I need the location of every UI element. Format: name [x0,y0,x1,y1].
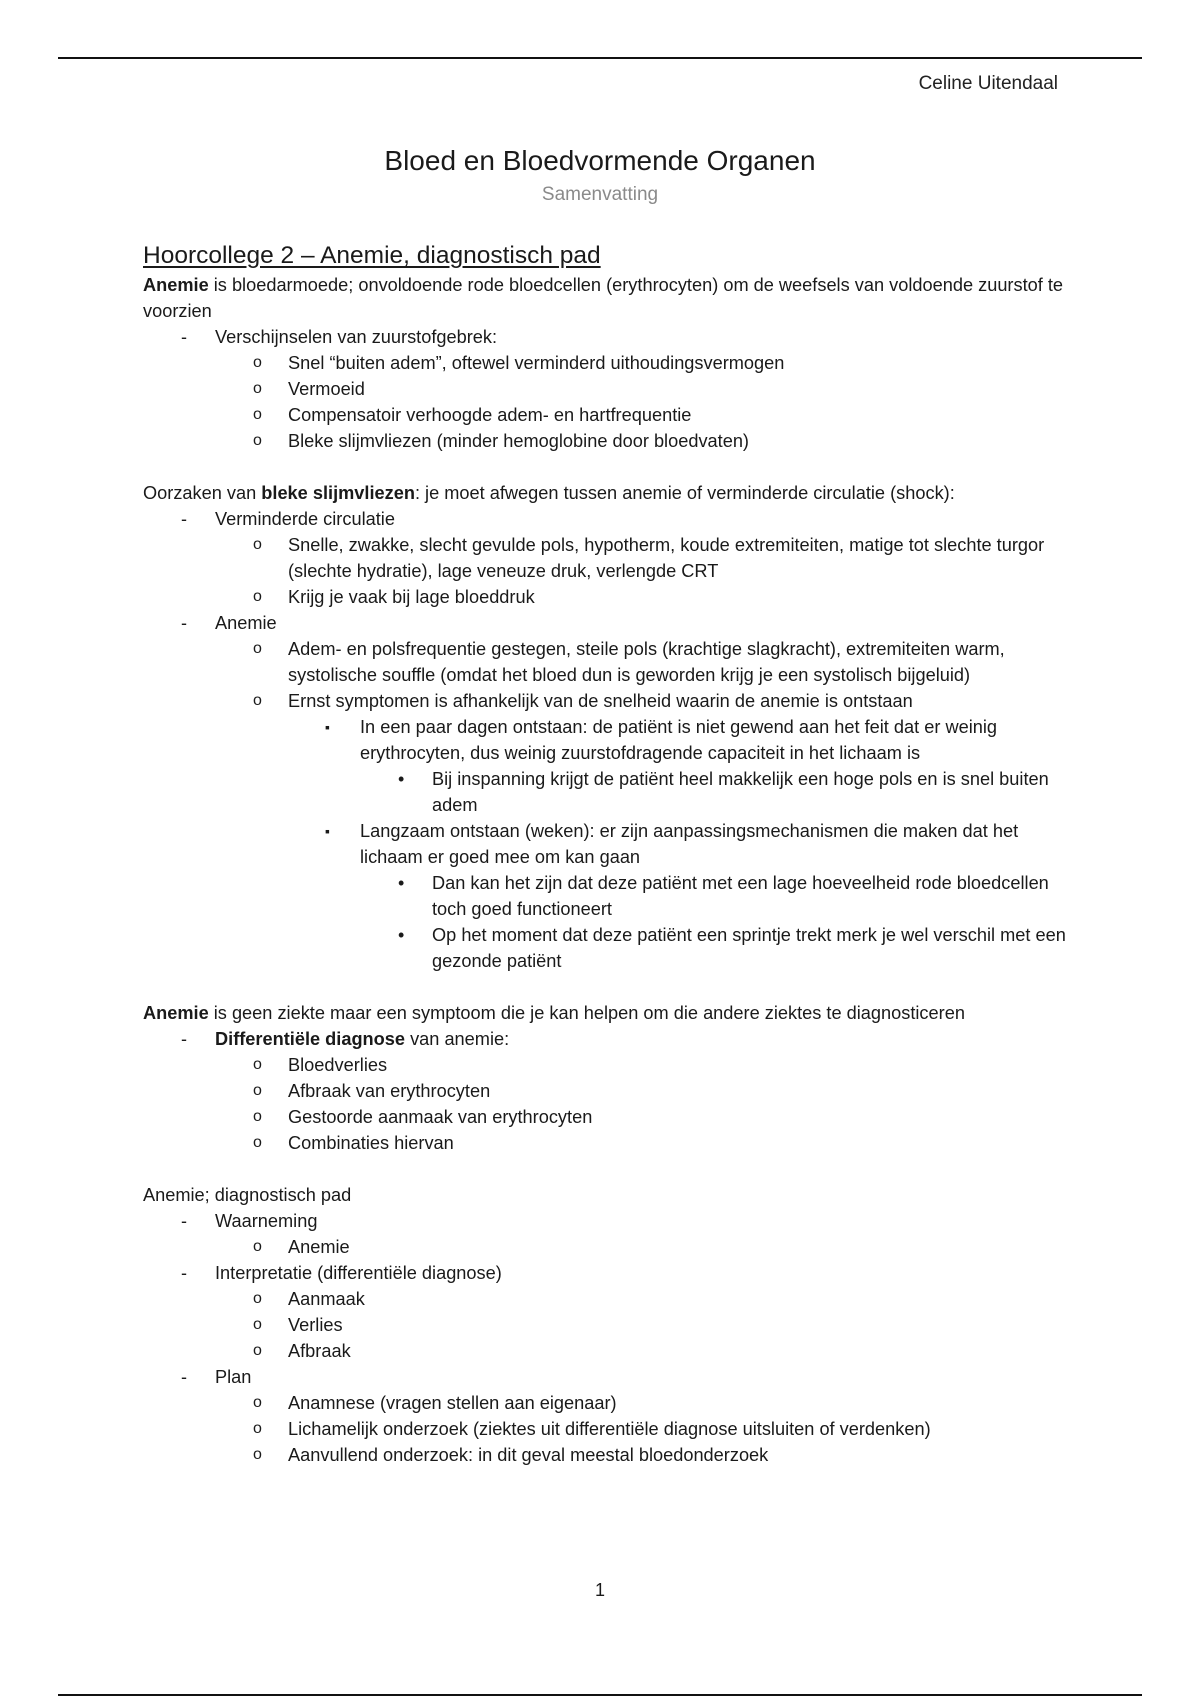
dash-marker: - [181,1211,187,1231]
list-item-text: Gestoorde aanmaak van erythrocyten [288,1107,593,1127]
dash-marker: - [181,1367,187,1387]
page-number: 1 [594,1580,605,1600]
dash-marker: - [181,1263,187,1283]
list-item-text: Ernst symptomen is afhankelijk van de snelheid waarin de anemie is ontstaan [288,691,913,711]
list-item-text: Anemie [288,1237,350,1257]
dash-marker: - [181,327,187,347]
bold-term: bleke slijmvliezen [261,483,415,503]
bold-term: Differentiële diagnose [215,1029,406,1049]
list-item-text: Langzaam ontstaan (weken): er zijn aanpassingsmechanismen die maken dat het lichaam er goed mee om kan gaan [360,821,1019,867]
list-item-text: Anamnese (vragen stellen aan eigenaar) [288,1393,617,1413]
paragraph-oorzaken [143,480,1073,506]
document-title: Bloed en Bloedvormende Organen [384,145,816,176]
list-item [143,1078,1073,1104]
list-item [143,350,1073,376]
list-item [143,584,1073,610]
circle-marker: o [253,588,262,605]
circle-marker: o [253,692,262,709]
circle-marker: o [253,432,262,449]
paragraph-anemie-symptoom [143,1000,1073,1026]
list-item [143,1130,1073,1156]
list-item [143,506,1073,532]
paragraph-anemie-definition [143,272,1073,324]
dash-marker: - [181,613,187,633]
list-item-text: Bij inspanning krijgt de patiënt heel makkelijk een hoge pols en is snel buiten adem [432,769,1049,815]
list-item [143,688,1073,714]
circle-marker: o [253,1394,262,1411]
section-heading: Hoorcollege 2 – Anemie, diagnostisch pad [143,242,601,269]
list-item [143,1390,1073,1416]
list-item-text: Bleke slijmvliezen (minder hemoglobine door bloedvaten) [288,431,749,451]
spacer [143,974,1073,1000]
paragraph-text: : je moet afwegen tussen anemie of verminderde circulatie (shock): [414,483,955,503]
header-rule [58,57,1142,59]
list-item-text: Waarneming [215,1211,318,1231]
circle-marker: o [253,380,262,397]
spacer [143,454,1073,480]
list-item-text: Combinaties hiervan [288,1133,454,1153]
circle-marker: o [253,1290,262,1307]
bullet-marker: • [398,769,405,789]
list-item [143,1338,1073,1364]
circle-marker: o [253,1108,262,1125]
circle-marker: o [253,1446,262,1463]
list-item-text: Adem- en polsfrequentie gestegen, steile pols (krachtige slagkracht), extremiteiten warm, systolische souffle (omdat het bloed dun is geworden krijg je een systolisch bijgeluid) [288,639,1005,685]
list-item [143,1208,1073,1234]
list-item-text: Op het moment dat deze patiënt een sprintje trekt merk je wel verschil met een gezonde patiënt [432,925,1066,971]
list-item-text: Verminderde circulatie [215,509,395,529]
list-item-text: Dan kan het zijn dat deze patiënt met een lage hoeveelheid rode bloedcellen toch goed functioneert [432,873,1049,919]
list-item-text: Verschijnselen van zuurstofgebrek: [215,327,498,347]
author-name: Celine Uitendaal [918,73,1058,94]
bold-term: Anemie [143,1003,209,1023]
list-item-text: Plan [215,1367,252,1387]
list-item [143,922,1073,974]
paragraph-text: Oorzaken van [143,483,262,503]
square-marker: ▪ [325,823,330,839]
list-item-text: Afbraak van erythrocyten [288,1081,491,1101]
list-item [143,532,1073,584]
circle-marker: o [253,406,262,423]
list-item [143,1260,1073,1286]
list-item [143,1052,1073,1078]
circle-marker: o [253,1316,262,1333]
footer-rule [58,1694,1142,1696]
square-marker: ▪ [325,719,330,735]
list-item [143,1104,1073,1130]
circle-marker: o [253,354,262,371]
circle-marker: o [253,1420,262,1437]
list-item-text: Aanmaak [288,1289,365,1309]
dash-marker: - [181,509,187,529]
bullet-marker: • [398,925,405,945]
list-item [143,636,1073,688]
list-item [143,324,1073,350]
document-body [143,240,1073,1468]
list-item [143,1026,1073,1052]
list-item-text: Lichamelijk onderzoek (ziektes uit differentiële diagnose uitsluiten of verdenken) [288,1419,931,1439]
list-item [143,402,1073,428]
list-item [143,376,1073,402]
list-item [143,428,1073,454]
list-item-text: Vermoeid [288,379,365,399]
bullet-marker: • [398,873,405,893]
list-item [143,766,1073,818]
list-item-text: Aanvullend onderzoek: in dit geval meestal bloedonderzoek [288,1445,769,1465]
list-item-text: Verlies [288,1315,343,1335]
list-item-text: Anemie [215,613,277,633]
list-item [143,714,1073,766]
circle-marker: o [253,1342,262,1359]
list-item-text: Afbraak [288,1341,351,1361]
circle-marker: o [253,1082,262,1099]
document-subtitle: Samenvatting [541,184,659,205]
list-item [143,1364,1073,1390]
circle-marker: o [253,1238,262,1255]
paragraph-text: is geen ziekte maar een symptoom die je kan helpen om die andere ziektes te diagnosticeren [208,1003,965,1023]
list-item-text: van anemie: [405,1029,510,1049]
list-item-text: Krijg je vaak bij lage bloeddruk [288,587,535,607]
list-item [143,610,1073,636]
circle-marker: o [253,1056,262,1073]
list-item [143,1416,1073,1442]
list-item-text: Snel “buiten adem”, oftewel verminderd uithoudingsvermogen [288,353,785,373]
list-item [143,1234,1073,1260]
dash-marker: - [181,1029,187,1049]
circle-marker: o [253,1134,262,1151]
circle-marker: o [253,536,262,553]
list-item [143,1442,1073,1468]
list-item-text: Compensatoir verhoogde adem- en hartfrequentie [288,405,692,425]
list-item [143,1286,1073,1312]
list-item-text: Interpretatie (differentiële diagnose) [215,1263,502,1283]
paragraph-diagnostisch-pad: Anemie; diagnostisch pad [143,1185,352,1205]
list-item [143,1312,1073,1338]
list-item [143,818,1073,870]
list-item-text: Bloedverlies [288,1055,388,1075]
list-item-text: Snelle, zwakke, slecht gevulde pols, hypotherm, koude extremiteiten, matige tot slechte turgor (slechte hydratie), lage veneuze druk, verlengde CRT [288,535,1045,581]
bold-term: Anemie [143,275,209,295]
list-item [143,870,1073,922]
paragraph-text: is bloedarmoede; onvoldoende rode bloedcellen (erythrocyten) om de weefsels van voldoende zuurstof te voorzien [143,275,1064,321]
spacer [143,1156,1073,1182]
circle-marker: o [253,640,262,657]
list-item-text: In een paar dagen ontstaan: de patiënt is niet gewend aan het feit dat er weinig erythrocyten, dus weinig zuurstofdragende capaciteit in het lichaam is [360,717,998,763]
